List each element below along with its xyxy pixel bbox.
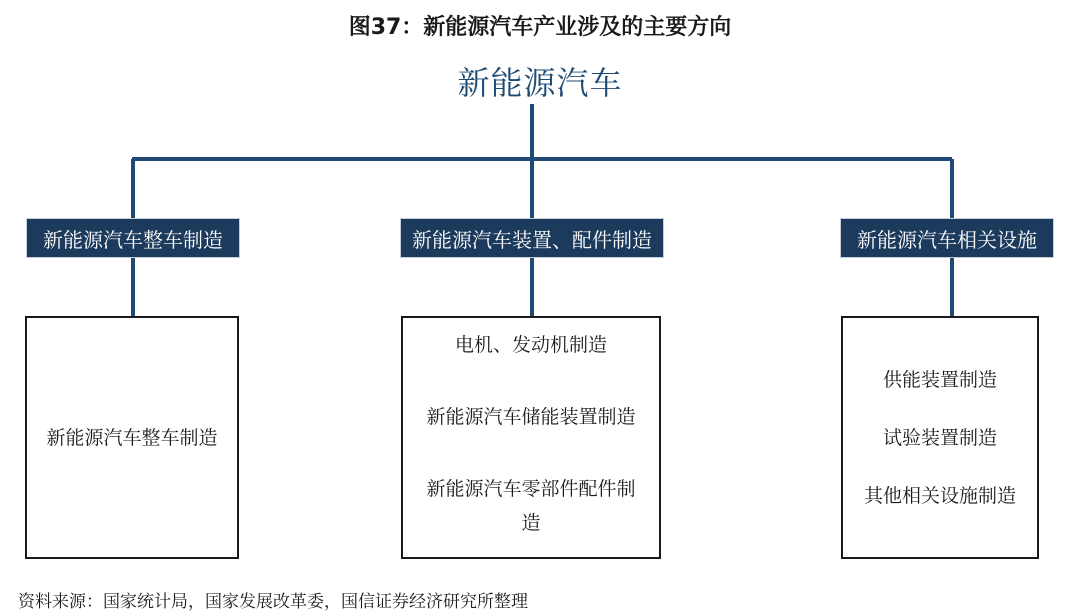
category-label: 新能源汽车装置、配件制造 [412,227,652,252]
category-label: 新能源汽车相关设施 [857,227,1037,252]
detail-item: 供能装置制造 [882,368,997,391]
detail-box-vehicle-manufacturing [25,316,239,559]
detail-item: 其他相关设施制造 [863,484,1016,507]
detail-item: 新能源汽车储能装置制造 [426,406,636,428]
source-note: 资料来源：国家统计局，国家发展改革委，国信证券经济研究所整理 [18,592,528,612]
category-box-vehicle-manufacturing [26,218,240,258]
category-box-related-facilities [840,218,1054,258]
detail-item: 造 [521,512,541,534]
root-node-label: 新能源汽车 [457,64,623,102]
detail-item: 电机、发动机制造 [454,334,607,356]
figure-title: 图37：新能源汽车产业涉及的主要方向 [348,15,732,40]
detail-box-related-facilities [841,316,1039,559]
detail-item: 试验装置制造 [882,426,997,449]
category-box-devices-parts [400,218,664,258]
detail-box-devices-parts [401,316,661,559]
detail-item: 新能源汽车整车制造 [46,426,218,449]
category-label: 新能源汽车整车制造 [43,227,223,252]
detail-item: 新能源汽车零部件配件制 [426,478,636,500]
